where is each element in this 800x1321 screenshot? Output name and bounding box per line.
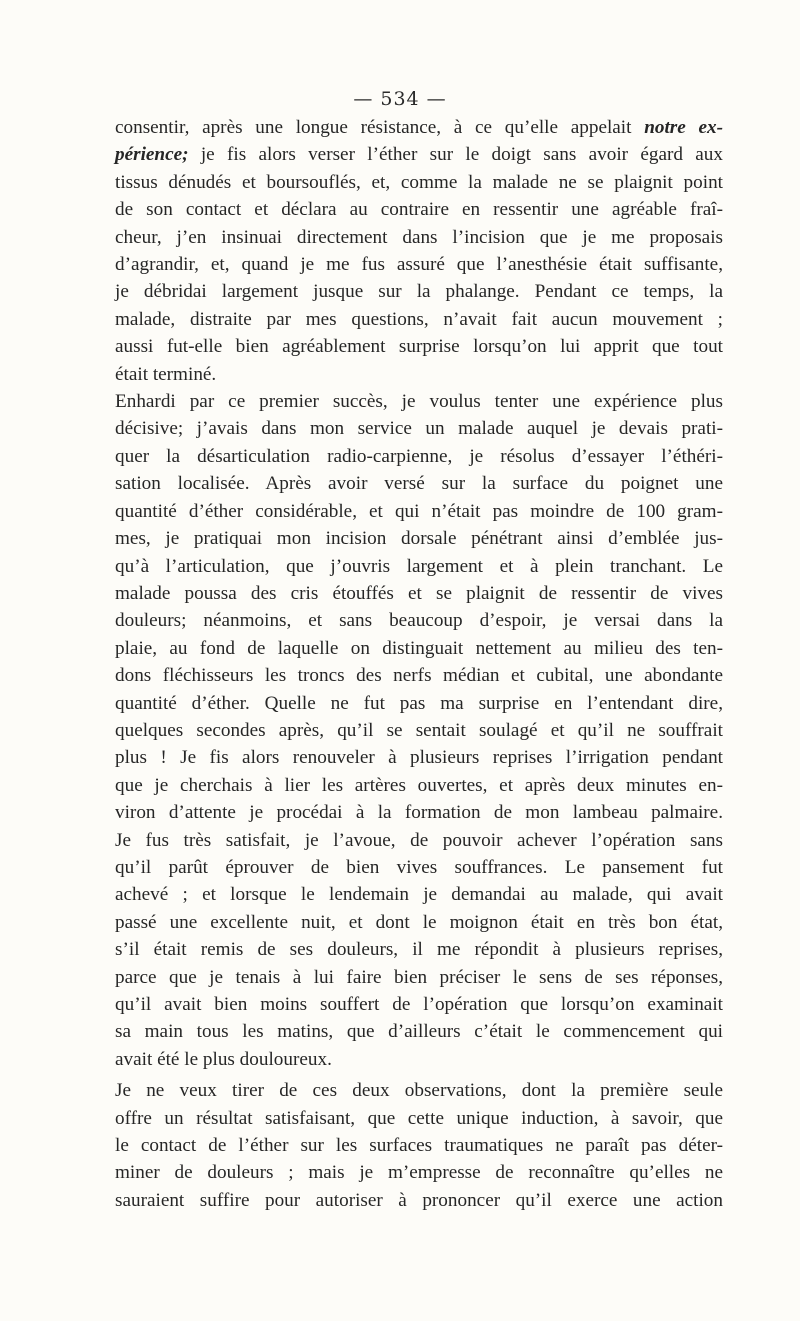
paragraph <box>115 114 723 388</box>
text-line: que je cherchais à lier les artères ouvertes, et après deux minutes en- <box>115 774 723 796</box>
text-line: sauraient suffire pour autoriser à prononcer qu’il exerce une action <box>115 1189 723 1211</box>
text-line: qu’il avait bien moins souffert de l’opération que lorsqu’on examinait <box>115 994 723 1015</box>
text-line: quelques secondes après, qu’il se sentait soulagé et qu’il ne souffrait <box>115 719 723 741</box>
text-line: viron d’attente je procédai à la formation de mon lambeau palmaire. <box>115 802 723 824</box>
text-line: plaie, au fond de laquelle on distinguait nettement au milieu des ten- <box>115 637 723 659</box>
italic-phrase: notre ex- <box>644 117 723 138</box>
text-line: tissus dénudés et boursouflés, et, comme la malade ne se plaignit point <box>115 171 723 193</box>
text-line: malade, distraite par mes questions, n’avait fait aucun mouvement ; <box>115 308 723 330</box>
text-line: avait été le plus douloureux. <box>115 1048 332 1070</box>
text-line: Je fus très satisfait, je l’avoue, de pouvoir achever l’opération sans <box>115 829 723 851</box>
text-line: décisive; j’avais dans mon service un malade auquel je devais prati- <box>115 418 723 440</box>
paragraph <box>115 1077 723 1214</box>
text-line-segment: consentir, après une longue résistance, à ce qu’elle appelait <box>115 117 645 138</box>
text-line: je débridai largement jusque sur la phalange. Pendant ce temps, la <box>115 281 723 303</box>
text-line: offre un résultat satisfaisant, que cette unique induction, à savoir, que <box>115 1107 723 1129</box>
text-line: qu’il parût éprouver de bien vives souffrances. Le pansement fut <box>115 856 723 878</box>
text-line-segment: je fis alors verser l’éther sur le doigt sans avoir égard aux <box>188 144 723 166</box>
paragraph <box>115 388 723 1073</box>
text-line: de son contact et déclara au contraire en ressentir une agréable fraî- <box>115 199 723 221</box>
text-line: Enhardi par ce premier succès, je voulus tenter une expérience plus <box>115 391 723 413</box>
text-line: mes, je pratiquai mon incision dorsale pénétrant ainsi d’emblée jus- <box>115 528 723 550</box>
text-line: achevé ; et lorsque le lendemain je demandai au malade, qui avait <box>115 884 723 906</box>
text-line: dons fléchisseurs les troncs des nerfs médian et cubital, une abondante <box>115 665 723 687</box>
text-line: était terminé. <box>115 363 217 385</box>
text-line: qu’à l’articulation, que j’ouvris largement et à plein tranchant. Le <box>115 555 723 577</box>
italic-phrase: périence; <box>115 144 189 166</box>
text-line: d’agrandir, et, quand je me fus assuré que l’anesthésie était suffisante, <box>115 254 723 276</box>
text-line: miner de douleurs ; mais je m’empresse de reconnaître qu’elles ne <box>115 1162 723 1184</box>
text-line: malade poussa des cris étouffés et se plaignit de ressentir de vives <box>115 582 723 604</box>
body-text <box>115 114 723 1214</box>
text-line: le contact de l’éther sur les surfaces traumatiques ne paraît pas déter- <box>115 1135 723 1157</box>
text-line: s’il était remis de ses douleurs, il me répondit à plusieurs reprises, <box>115 939 723 961</box>
page-number: — 534 — <box>353 88 447 110</box>
text-line: parce que je tenais à lui faire bien préciser le sens de ses réponses, <box>115 966 723 988</box>
text-line <box>115 114 723 141</box>
text-line: quantité d’éther. Quelle ne fut pas ma surprise en l’entendant dire, <box>115 692 723 714</box>
text-line: plus ! Je fis alors renouveler à plusieurs reprises l’irrigation pendant <box>115 747 723 769</box>
text-line: quantité d’éther considérable, et qui n’était pas moindre de 100 gram- <box>115 500 723 522</box>
text-line: cheur, j’en insinuai directement dans l’incision que je me proposais <box>115 226 723 248</box>
text-line: quer la désarticulation radio-carpienne, je résolus d’essayer l’éthéri- <box>115 445 723 467</box>
text-line: douleurs; néanmoins, et sans beaucoup d’espoir, je versai dans la <box>115 610 723 632</box>
text-line: passé une excellente nuit, et dont le moignon était en très bon état, <box>115 911 723 933</box>
text-line <box>115 141 723 168</box>
text-line: aussi fut-elle bien agréablement surprise lorsqu’on lui apprit que tout <box>115 336 723 358</box>
text-line: sation localisée. Après avoir versé sur la surface du poignet une <box>115 473 723 495</box>
text-line: sa main tous les matins, que d’ailleurs c’était le commencement qui <box>115 1021 723 1043</box>
text-line: Je ne veux tirer de ces deux observations, dont la première seule <box>115 1080 723 1102</box>
